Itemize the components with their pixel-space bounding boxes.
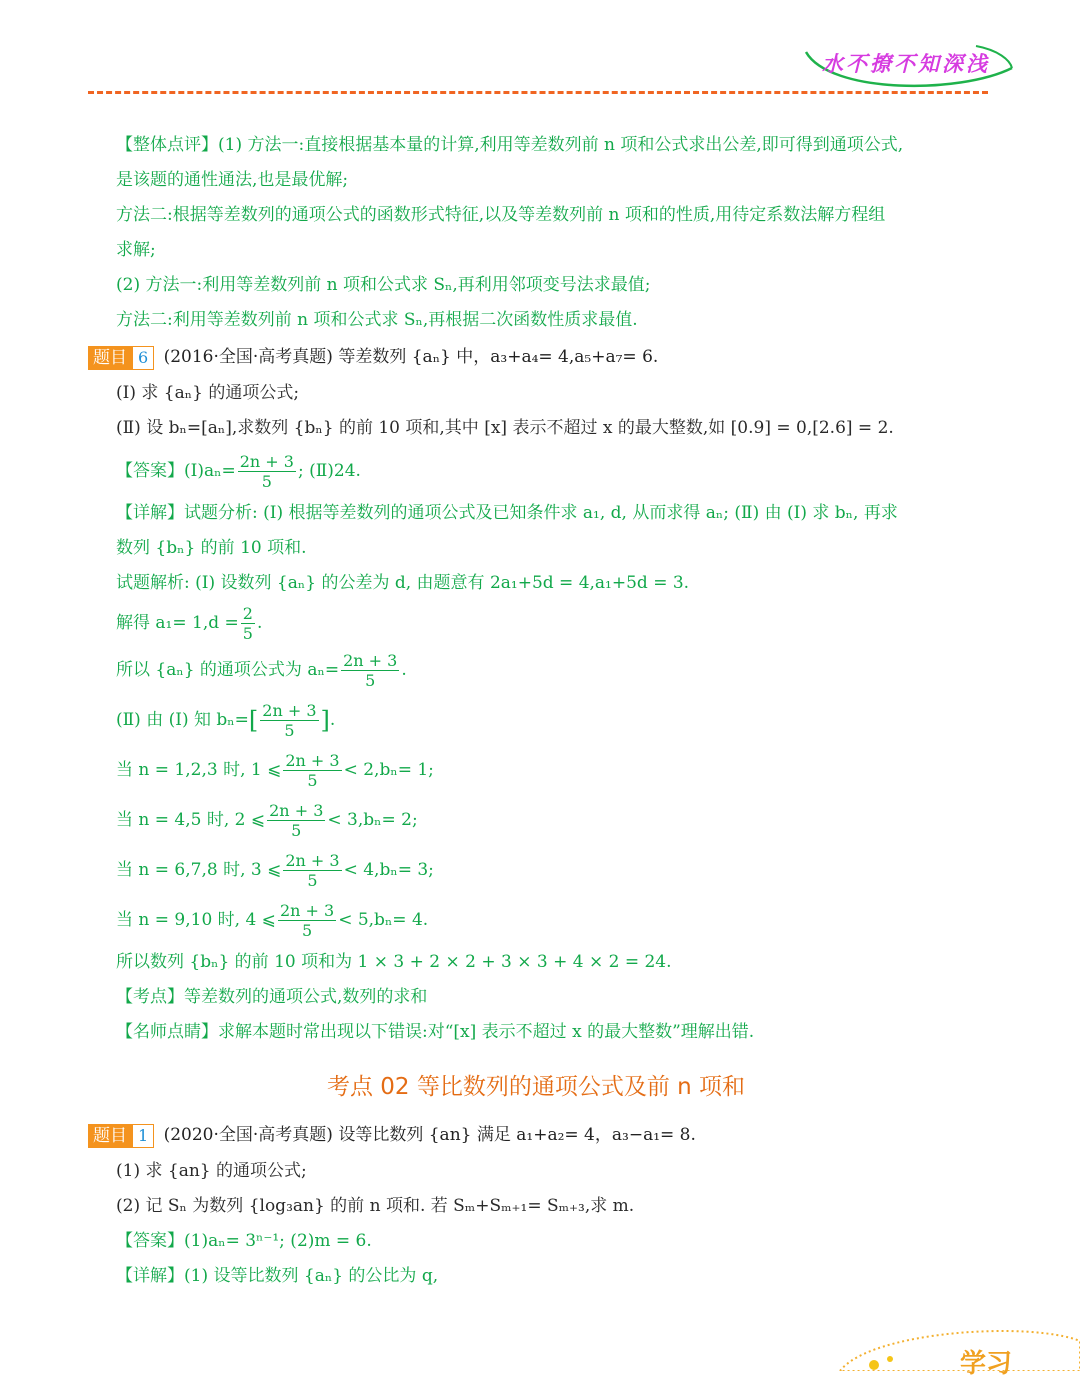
- question-part: (Ⅱ) 设 bₙ=[aₙ],求数列 {bₙ} 的前 10 项和,其中 [x] 表示不超过 x 的最大整数,如 [0.9] = 0,[2.6] = 2.: [116, 418, 894, 438]
- question-part: (Ⅰ) 求 {aₙ} 的通项公式;: [116, 383, 300, 403]
- question-badge: 题目: [88, 346, 132, 370]
- detail-line: 数列 {bₙ} 的前 10 项和.: [116, 538, 307, 558]
- fraction-denominator: 5: [261, 472, 272, 491]
- detail-suffix: .: [401, 660, 407, 680]
- detail-suffix: .: [329, 710, 336, 730]
- review-line: 求解;: [116, 240, 156, 260]
- case-prefix: 当 n = 1,2,3 时, 1 ⩽: [116, 760, 282, 780]
- case-suffix: < 4,bₙ= 3;: [343, 860, 434, 880]
- detail-line: 所以数列 {bₙ} 的前 10 项和为 1 × 3 + 2 × 2 + 3 × 3 + 4 × 2 = 24.: [116, 952, 672, 972]
- case-prefix: 当 n = 9,10 时, 4 ⩽: [116, 910, 276, 930]
- fraction: [241, 604, 255, 643]
- fraction: [267, 801, 325, 840]
- fraction-denominator: 5: [242, 624, 253, 643]
- fraction-numerator: 2n + 3: [285, 751, 340, 770]
- fraction: [260, 701, 318, 740]
- answer-line: 【答案】(1)aₙ= 3ⁿ⁻¹; (2)m = 6.: [116, 1231, 372, 1251]
- question-number: 1: [132, 1124, 154, 1148]
- case-prefix: 当 n = 4,5 时, 2 ⩽: [116, 810, 266, 830]
- detail-line: [116, 645, 996, 695]
- case-line: [116, 745, 996, 795]
- detail-line: (Ⅱ) 由 (Ⅰ) 知 bₙ=[ $\frac{2n + 3}{5}$ ].: [116, 701, 336, 740]
- fraction-numerator: 2n + 3: [269, 801, 324, 820]
- fraction-numerator: 2: [242, 604, 253, 623]
- detail-line: 【详解】(1) 设等比数列 {aₙ} 的公比为 q,: [116, 1266, 439, 1286]
- header-logo: [800, 38, 1020, 96]
- corner-decoration: [830, 1321, 1080, 1379]
- detail-prefix: (Ⅱ) 由 (Ⅰ) 知 bₙ=: [116, 710, 249, 730]
- case-prefix: 当 n = 6,7,8 时, 3 ⩽: [116, 860, 282, 880]
- header-divider: [88, 91, 988, 94]
- review-line: (2) 方法一:利用等差数列前 n 项和公式求 Sₙ,再利用邻项变号法求最值;: [116, 275, 651, 295]
- fraction-numerator: 2n + 3: [343, 651, 398, 670]
- question-part: (2) 记 Sₙ 为数列 {log₃an} 的前 n 项和. 若 Sₘ+Sₘ₊₁= Sₘ₊₃,求 m.: [116, 1196, 635, 1216]
- teacher-tip: 【名师点睛】求解本题时常出现以下错误:对“[x] 表示不超过 x 的最大整数”理解出错.: [116, 1022, 755, 1042]
- detail-prefix: 解得 a₁= 1,d =: [116, 613, 239, 633]
- answer-prefix: 【答案】(Ⅰ)aₙ=: [116, 461, 236, 481]
- detail-line: 【详解】试题分析: (Ⅰ) 根据等差数列的通项公式及已知条件求 a₁, d, 从而求得 aₙ; (Ⅱ) 由 (Ⅰ) 求 bₙ, 再求: [116, 503, 898, 523]
- section-title: 考点 02 等比数列的通项公式及前 n 项和: [326, 1074, 746, 1100]
- knowledge-point: 【考点】等差数列的通项公式,数列的求和: [116, 987, 428, 1007]
- corner-text: 学习: [960, 1349, 1013, 1379]
- fraction: [283, 851, 341, 890]
- case-line: [116, 795, 996, 845]
- fraction-numerator: 2n + 3: [285, 851, 340, 870]
- fraction-denominator: 5: [284, 721, 295, 740]
- fraction-denominator: 5: [307, 771, 318, 790]
- case-suffix: < 3,bₙ= 2;: [327, 810, 418, 830]
- case-line: [116, 895, 996, 945]
- fraction-denominator: 5: [307, 871, 318, 890]
- detail-line: 试题解析: (Ⅰ) 设数列 {aₙ} 的公差为 d, 由题意有 2a₁+5d = 4,a₁+5d = 3.: [116, 573, 690, 593]
- review-line: 方法二:利用等差数列前 n 项和公式求 Sₙ,再根据二次函数性质求最值.: [116, 310, 638, 330]
- logo-text: 水不撩不知深浅: [822, 52, 990, 76]
- question-text: (2020·全国·高考真题) 设等比数列 {an} 满足 a₁+a₂= 4，a₃−a₁= 8.: [163, 1125, 696, 1145]
- fraction: [278, 901, 336, 940]
- review-line: 方法二:根据等差数列的通项公式的函数形式特征,以及等差数列前 n 项和的性质,用待定系数法解方程组: [116, 205, 886, 225]
- document-body: [93, 128, 996, 1294]
- question-text: (2016·全国·高考真题) 等差数列 {aₙ} 中，a₃+a₄= 4,a₅+a₇= 6.: [163, 347, 659, 367]
- review-line: 【整体点评】(1) 方法一:直接根据基本量的计算,利用等差数列前 n 项和公式求出公差,即可得到通项公式,: [116, 135, 904, 155]
- question-number: 6: [132, 346, 154, 370]
- fraction-numerator: 2n + 3: [239, 452, 294, 471]
- corner-bubble: [830, 1321, 1080, 1371]
- fraction: [283, 751, 341, 790]
- question-badge: 题目: [88, 1124, 132, 1148]
- detail-line: [116, 601, 996, 645]
- case-suffix: < 2,bₙ= 1;: [343, 760, 434, 780]
- detail-suffix: .: [256, 613, 263, 633]
- fraction-denominator: 5: [301, 921, 313, 940]
- fraction-denominator: 5: [291, 821, 302, 840]
- fraction: [341, 651, 399, 690]
- fraction: [238, 452, 296, 491]
- question-6-stem: [88, 338, 996, 376]
- fraction-denominator: 5: [365, 671, 376, 690]
- review-line: 是该题的通性通法,也是最优解;: [116, 170, 349, 190]
- fraction-numerator: 2n + 3: [279, 901, 335, 920]
- case-suffix: < 5,bₙ= 4.: [338, 910, 429, 930]
- answer-line: [116, 446, 996, 496]
- question-1-stem: [88, 1116, 996, 1154]
- answer-suffix: ; (Ⅱ)24.: [297, 461, 361, 481]
- question-part: (1) 求 {an} 的通项公式;: [116, 1161, 307, 1181]
- case-line: [116, 845, 996, 895]
- fraction-numerator: 2n + 3: [262, 701, 317, 720]
- detail-prefix: 所以 {aₙ} 的通项公式为 aₙ=: [116, 660, 340, 680]
